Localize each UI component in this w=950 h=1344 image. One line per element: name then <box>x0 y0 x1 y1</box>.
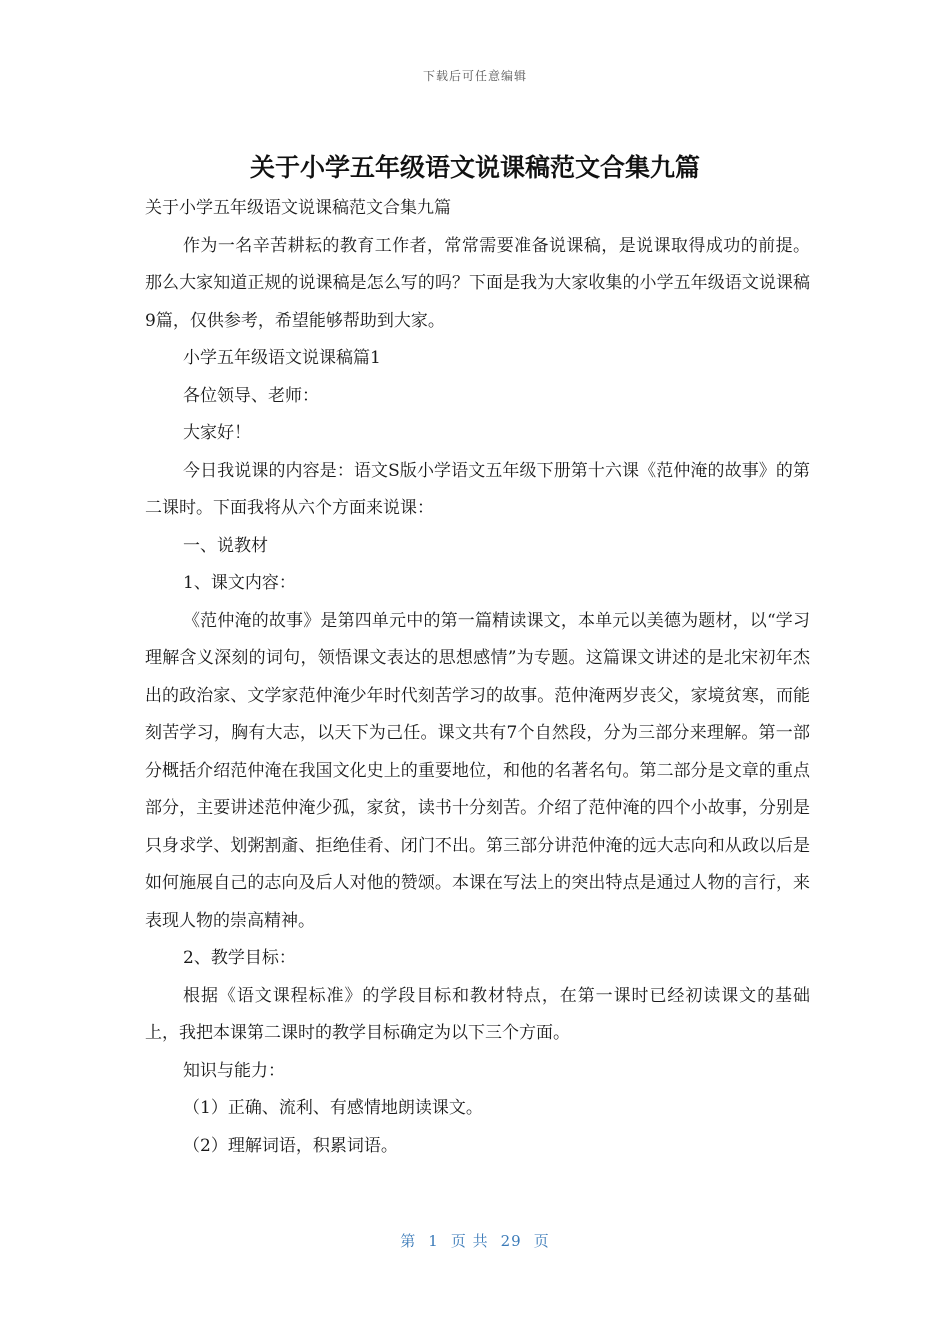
paragraph: 关于小学五年级语文说课稿范文合集九篇 <box>145 198 451 218</box>
page-number: 1 <box>428 1232 439 1250</box>
paragraph: 大家好！ <box>183 423 251 443</box>
paragraph: 《范仲淹的故事》是第四单元中的第一篇精读课文，本单元以美德为题材，以“学习理解含义深刻的词句，领悟课文表达的思想感情”为专题。这篇课文讲述的是北宋初年杰出的政治家、文学家范仲淹少年时代刻苦学习的故事。范仲淹两岁丧父，家境贫寒，而能刻苦学习，胸有大志，以天下为己任。课文共有7个自然段，分为三部分来理解。第一部分概括介绍范仲淹在我国文化史上的重要地位，和他的名著名句。第二部分是文章的重点部分，主要讲述范仲淹少孤，家贫，读书十分刻苦。介绍了范仲淹的四个小故事，分别是只身求学、划粥割齑、拒绝佳肴、闭门不出。第三部分讲范仲淹的远大志向和从政以后是如何施展自己的志向及后人对他的赞颂。本课在写法上的突出特点是通过人物的言行，来表现人物的崇高精神。 <box>145 610 810 931</box>
list-item: （1）正确、流利、有感情地朗读课文。 <box>183 1098 483 1118</box>
footer-suffix: 页 <box>533 1232 550 1250</box>
paragraph: 作为一名辛苦耕耘的教育工作者，常常需要准备说课稿，是说课取得成功的前提。那么大家知道正规的说课稿是怎么写的吗？下面是我为大家收集的小学五年级语文说课稿9篇，仅供参考，希望能够帮助到大家。 <box>145 235 810 331</box>
section-heading: 一、说教材 <box>183 535 268 556</box>
footer-middle: 页 共 <box>450 1232 489 1250</box>
section-heading: 小学五年级语文说课稿篇1 <box>183 348 381 368</box>
section-heading: 1、课文内容： <box>183 573 296 593</box>
section-heading: 2、教学目标： <box>183 948 296 968</box>
document-title: 关于小学五年级语文说课稿范文合集九篇 <box>249 153 700 182</box>
paragraph: 根据《语文课程标准》的学段目标和教材特点，在第一课时已经初读课文的基础上，我把本课第二课时的教学目标确定为以下三个方面。 <box>145 985 810 1043</box>
paragraph: 知识与能力： <box>183 1060 285 1081</box>
page-footer <box>0 1230 950 1251</box>
paragraph: 今日我说课的内容是：语文S版小学语文五年级下册第十六课《范仲淹的故事》的第二课时。下面我将从六个方面来说课： <box>145 460 810 518</box>
header-note: 下载后可任意编辑 <box>422 69 527 83</box>
list-item: （2）理解词语，积累词语。 <box>183 1135 398 1156</box>
document-body <box>145 190 810 1165</box>
footer-prefix: 第 <box>400 1232 417 1250</box>
total-pages: 29 <box>500 1232 522 1250</box>
paragraph: 各位领导、老师： <box>183 385 319 406</box>
